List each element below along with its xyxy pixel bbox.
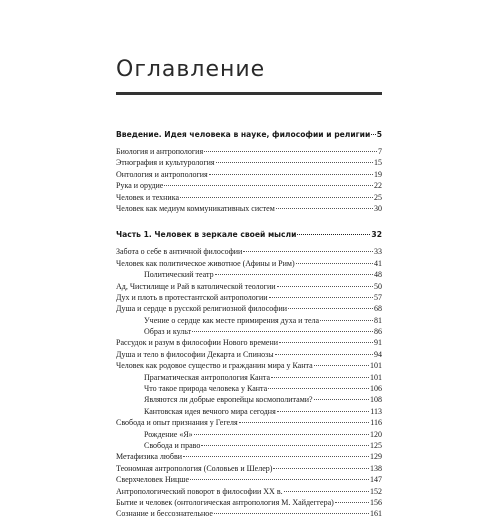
toc-entry <box>116 463 382 474</box>
dot-leader <box>279 342 373 343</box>
toc-page-number: 19 <box>374 169 382 179</box>
toc-page-number: 138 <box>370 463 382 473</box>
dot-leader <box>214 513 369 514</box>
toc-entry <box>116 281 382 292</box>
toc-page-number: 101 <box>370 372 382 382</box>
toc-page-number: 25 <box>374 192 382 202</box>
toc-entry <box>116 146 382 157</box>
toc-page-number: 57 <box>374 292 382 302</box>
toc-entry-title: Рождение «Я» <box>144 429 193 439</box>
toc-entry <box>116 508 382 519</box>
dot-leader <box>320 320 373 321</box>
toc-page-number: 161 <box>370 509 382 519</box>
dot-leader <box>296 263 373 264</box>
dot-leader <box>335 502 369 503</box>
toc-page-number: 94 <box>374 349 382 359</box>
dot-leader <box>192 331 373 332</box>
toc-page-number: 5 <box>376 130 382 139</box>
toc-subentry <box>116 326 382 337</box>
toc-entry <box>116 486 382 497</box>
toc-page-number: 33 <box>374 247 382 257</box>
toc-entry <box>116 349 382 360</box>
toc-entry-title: Что такое природа человека у Канта <box>144 384 268 394</box>
toc-entry-title: Учение о сердце как месте примирения духа и тела <box>144 315 320 325</box>
toc-page-number: 30 <box>374 203 382 213</box>
toc-entry-title: Метафизика любви <box>116 452 183 462</box>
toc-entry-title: Человек как политическое животное (Афины и Рим) <box>116 258 295 268</box>
toc-page-number: 68 <box>374 304 382 314</box>
toc-entry-title: Антропологический поворот в философии XX в. <box>116 486 283 496</box>
toc-entry-title: Прагматическая антропология Канта <box>144 372 270 382</box>
toc-page-number: 125 <box>370 440 382 450</box>
toc-entry <box>116 258 382 269</box>
dot-leader <box>239 422 370 423</box>
page-title: Оглавление <box>116 57 266 82</box>
toc-entry-title: Теономная антропология (Соловьев и Шелер) <box>116 463 273 473</box>
toc-page-number: 81 <box>374 315 382 325</box>
toc-entry-title: Свобода и право <box>144 440 201 450</box>
toc-page-number: 152 <box>370 486 382 496</box>
toc-subentry <box>116 383 382 394</box>
toc-entry-title: Бытие и человек (онтологическая антропология М. Хайдеггера) <box>116 497 334 507</box>
toc-page-number: 86 <box>374 327 382 337</box>
toc-entry-title: Свобода и опыт признания у Гегеля <box>116 418 238 428</box>
toc-page-number: 15 <box>374 158 382 168</box>
dot-leader <box>297 234 370 235</box>
dot-leader <box>275 354 373 355</box>
toc-entry-title: Образ и культ <box>144 327 192 337</box>
toc-section-heading <box>116 128 382 142</box>
dot-leader <box>314 399 369 400</box>
toc-entry-title: Кантовская идея вечного мира сегодня <box>144 406 276 416</box>
dot-leader <box>190 479 369 480</box>
toc-subentry <box>116 429 382 440</box>
toc-entry <box>116 169 382 180</box>
toc-entry-title: Сверхчеловек Ницше <box>116 475 190 485</box>
toc-entry-title: Рассудок и разум в философии Нового времени <box>116 338 279 348</box>
dot-leader <box>164 185 373 186</box>
toc-page-number: 108 <box>370 395 382 405</box>
dot-leader <box>194 434 369 435</box>
dot-leader <box>277 286 373 287</box>
toc-entry-title: Рука и орудие <box>116 181 164 191</box>
toc-entry-title: Ад, Чистилище и Рай в католической теологии <box>116 281 276 291</box>
dot-leader <box>180 197 373 198</box>
toc-entry <box>116 292 382 303</box>
title-rule <box>116 92 382 95</box>
toc-entry <box>116 303 382 314</box>
toc-entry <box>116 360 382 371</box>
dot-leader <box>269 297 373 298</box>
toc-page-number: 156 <box>370 497 382 507</box>
toc-page-number: 7 <box>378 147 382 156</box>
table-of-contents <box>116 128 382 520</box>
toc-subentry <box>116 440 382 451</box>
toc-entry <box>116 180 382 191</box>
toc-entry-title: Человек и техника <box>116 192 180 202</box>
dot-leader <box>371 134 375 135</box>
toc-entry-title: Душа и тело в философии Декарта и Спинозы <box>116 349 274 359</box>
toc-entry-title: Душа и сердце в русской религиозной философии <box>116 304 288 314</box>
toc-entry-title: Политический театр <box>144 270 214 280</box>
toc-page-number: 22 <box>374 181 382 191</box>
toc-entry-title: Онтология и антропология <box>116 169 208 179</box>
dot-leader <box>216 162 373 163</box>
toc-subentry <box>116 269 382 280</box>
dot-leader <box>215 274 373 275</box>
dot-leader <box>204 151 377 152</box>
toc-entry-title: Сознание и бессознательное <box>116 509 213 519</box>
toc-entry <box>116 451 382 462</box>
toc-entry-title: Дух и плоть в протестантской антропологии <box>116 292 268 302</box>
dot-leader <box>277 411 370 412</box>
dot-leader <box>183 456 369 457</box>
toc-page-number: 113 <box>370 406 382 416</box>
toc-subentry <box>116 394 382 405</box>
toc-page-number: 147 <box>370 475 382 485</box>
toc-entry-title: Являются ли добрые европейцы космополитами? <box>144 395 313 405</box>
toc-entry-title: Человек как медиум коммуникативных систем <box>116 203 275 213</box>
toc-page-number: 32 <box>371 230 382 240</box>
toc-entry <box>116 497 382 508</box>
toc-entry <box>116 417 382 428</box>
section-spacer <box>116 214 382 228</box>
toc-section-heading <box>116 228 382 242</box>
toc-page-number: 101 <box>370 361 382 371</box>
dot-leader <box>284 491 369 492</box>
toc-page-number: 91 <box>374 338 382 348</box>
toc-page-number: 129 <box>370 452 382 462</box>
dot-leader <box>201 445 369 446</box>
dot-leader <box>288 308 373 309</box>
dot-leader <box>243 251 373 252</box>
toc-entry-title: Биология и антропология <box>116 147 204 156</box>
toc-entry-title: Человек как родовое существо и гражданин мира у Канта <box>116 361 313 371</box>
toc-entry-title: Этнография и культурология <box>116 158 215 168</box>
toc-entry <box>116 157 382 168</box>
toc-page-number: 116 <box>370 418 382 428</box>
dot-leader <box>271 377 369 378</box>
dot-leader <box>209 174 373 175</box>
toc-entry-title: Введение. Идея человека в науке, философии и религии <box>116 130 371 139</box>
toc-page-number: 48 <box>374 270 382 280</box>
dot-leader <box>314 365 369 366</box>
toc-page-number: 50 <box>374 281 382 291</box>
dot-leader <box>268 388 369 389</box>
toc-entry <box>116 192 382 203</box>
toc-subentry <box>116 372 382 383</box>
toc-page-number: 120 <box>370 429 382 439</box>
toc-page-number: 41 <box>374 258 382 268</box>
toc-entry <box>116 246 382 257</box>
dot-leader <box>273 468 369 469</box>
toc-entry <box>116 474 382 485</box>
toc-page-number: 106 <box>370 384 382 394</box>
toc-subentry <box>116 315 382 326</box>
toc-entry-title: Часть 1. Человек в зеркале своей мысли <box>116 230 297 240</box>
toc-entry <box>116 203 382 214</box>
dot-leader <box>276 208 373 209</box>
toc-entry <box>116 337 382 348</box>
toc-subentry <box>116 406 382 417</box>
toc-entry-title: Забота о себе в античной философии <box>116 247 243 257</box>
